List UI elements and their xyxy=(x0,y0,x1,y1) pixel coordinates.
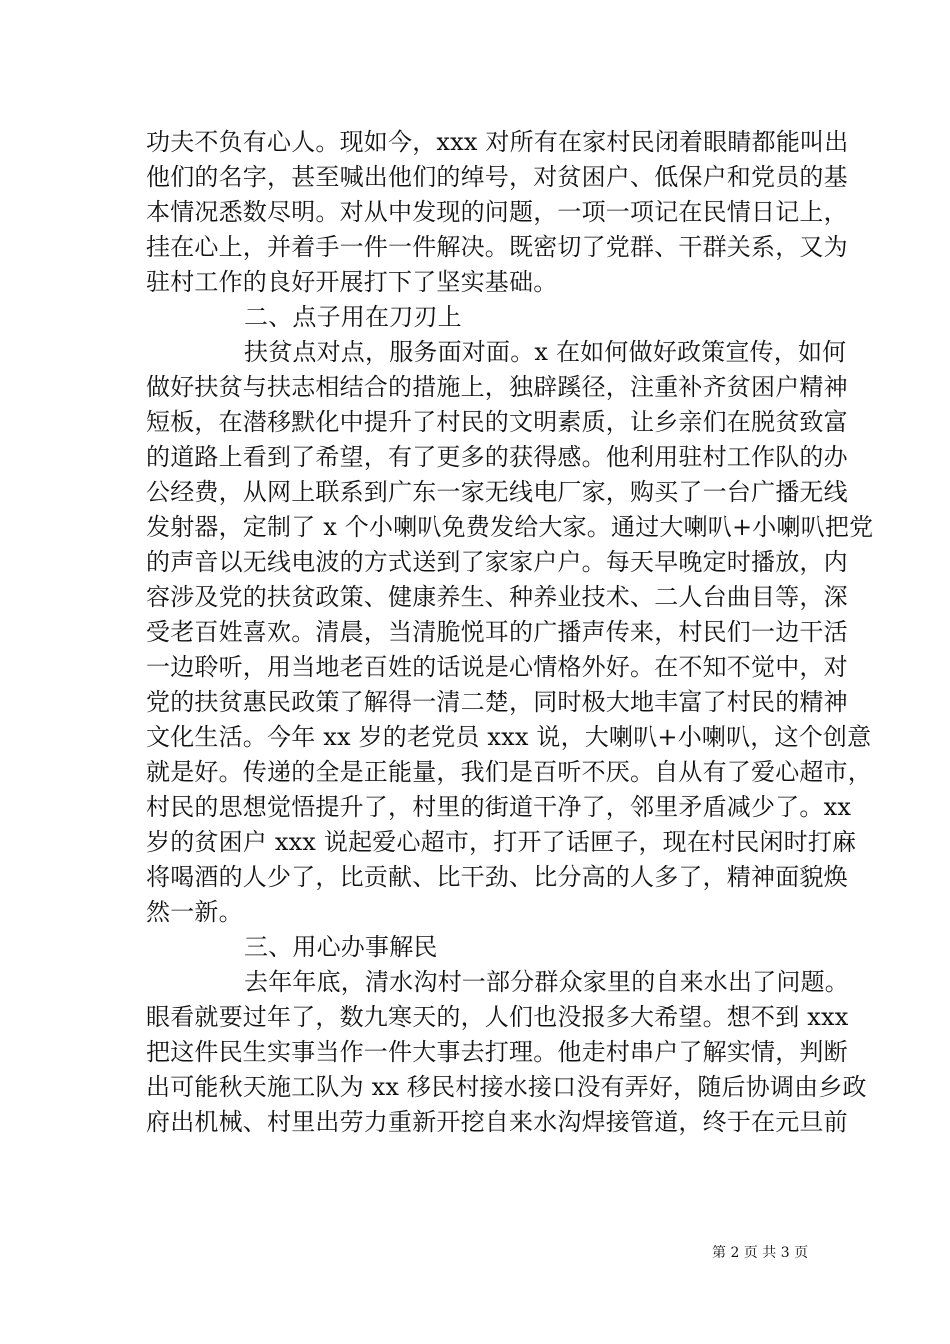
text-line: 党的扶贫惠民政策了解得一清二楚，同时极大地丰富了村民的精神 xyxy=(146,688,848,716)
text-line: 他们的名字，甚至喊出他们的绰号，对贫困户、低保户和党员的基 xyxy=(146,163,848,191)
text-line: 文化生活。今年 xx 岁的老党员 xxx 说，大喇叭+小喇叭，这个创意 xyxy=(146,723,872,751)
text-line: 扶贫点对点，服务面对面。x 在如何做好政策宣传，如何 xyxy=(244,338,847,366)
page-number-footer: 第 2 页 共 3 页 xyxy=(712,1245,809,1261)
text-line: 然一新。 xyxy=(146,898,243,926)
text-line: 将喝酒的人少了，比贡献、比干劲、比分高的人多了，精神面貌焕 xyxy=(146,863,848,891)
text-line: 的道路上看到了希望，有了更多的获得感。他利用驻村工作队的办 xyxy=(146,443,848,471)
text-line: 做好扶贫与扶志相结合的措施上，独辟蹊径，注重补齐贫困户精神 xyxy=(146,373,848,401)
text-line: 挂在心上，并着手一件一件解决。既密切了党群、干群关系，又为 xyxy=(146,233,848,261)
text-line: 眼看就要过年了，数九寒天的，人们也没报多大希望。想不到 xxx xyxy=(146,1003,849,1031)
text-line: 的声音以无线电波的方式送到了家家户户。每天早晚定时播放，内 xyxy=(146,548,848,576)
text-line: 去年年底，清水沟村一部分群众家里的自来水出了问题。 xyxy=(244,968,849,996)
text-line: 一边聆听，用当地老百姓的话说是心情格外好。在不知不觉中，对 xyxy=(146,653,848,681)
text-line: 就是好。传递的全是正能量，我们是百听不厌。自从有了爱心超市， xyxy=(146,758,872,786)
text-line: 功夫不负有心人。现如今，xxx 对所有在家村民闭着眼睛都能叫出 xyxy=(146,128,849,156)
text-line: 短板，在潜移默化中提升了村民的文明素质，让乡亲们在脱贫致富 xyxy=(146,408,848,436)
text-line: 公经费，从网上联系到广东一家无线电厂家，购买了一台广播无线 xyxy=(146,478,848,506)
text-line: 府出机械、村里出劳力重新开挖自来水沟焊接管道，终于在元旦前 xyxy=(146,1108,848,1136)
text-line: 岁的贫困户 xxx 说起爱心超市，打开了话匣子，现在村民闲时打麻 xyxy=(146,828,857,856)
text-line: 受老百姓喜欢。清晨，当清脆悦耳的广播声传来，村民们一边干活 xyxy=(146,618,848,646)
text-line: 村民的思想觉悟提升了，村里的街道干净了，邻里矛盾减少了。xx xyxy=(146,793,852,821)
section-heading: 二、点子用在刀刃上 xyxy=(244,303,462,331)
text-line: 容涉及党的扶贫政策、健康养生、种养业技术、二人台曲目等，深 xyxy=(146,583,848,611)
text-line: 本情况悉数尽明。对从中发现的问题，一项一项记在民情日记上， xyxy=(146,198,848,226)
text-line: 发射器，定制了 x 个小喇叭免费发给大家。通过大喇叭+小喇叭把党 xyxy=(146,513,874,541)
text-line: 出可能秋天施工队为 xx 移民村接水接口没有弄好，随后协调由乡政 xyxy=(146,1073,867,1101)
text-line: 驻村工作的良好开展打下了坚实基础。 xyxy=(146,268,558,296)
text-line: 把这件民生实事当作一件大事去打理。他走村串户了解实情，判断 xyxy=(146,1038,848,1066)
section-heading: 三、用心办事解民 xyxy=(244,933,438,961)
